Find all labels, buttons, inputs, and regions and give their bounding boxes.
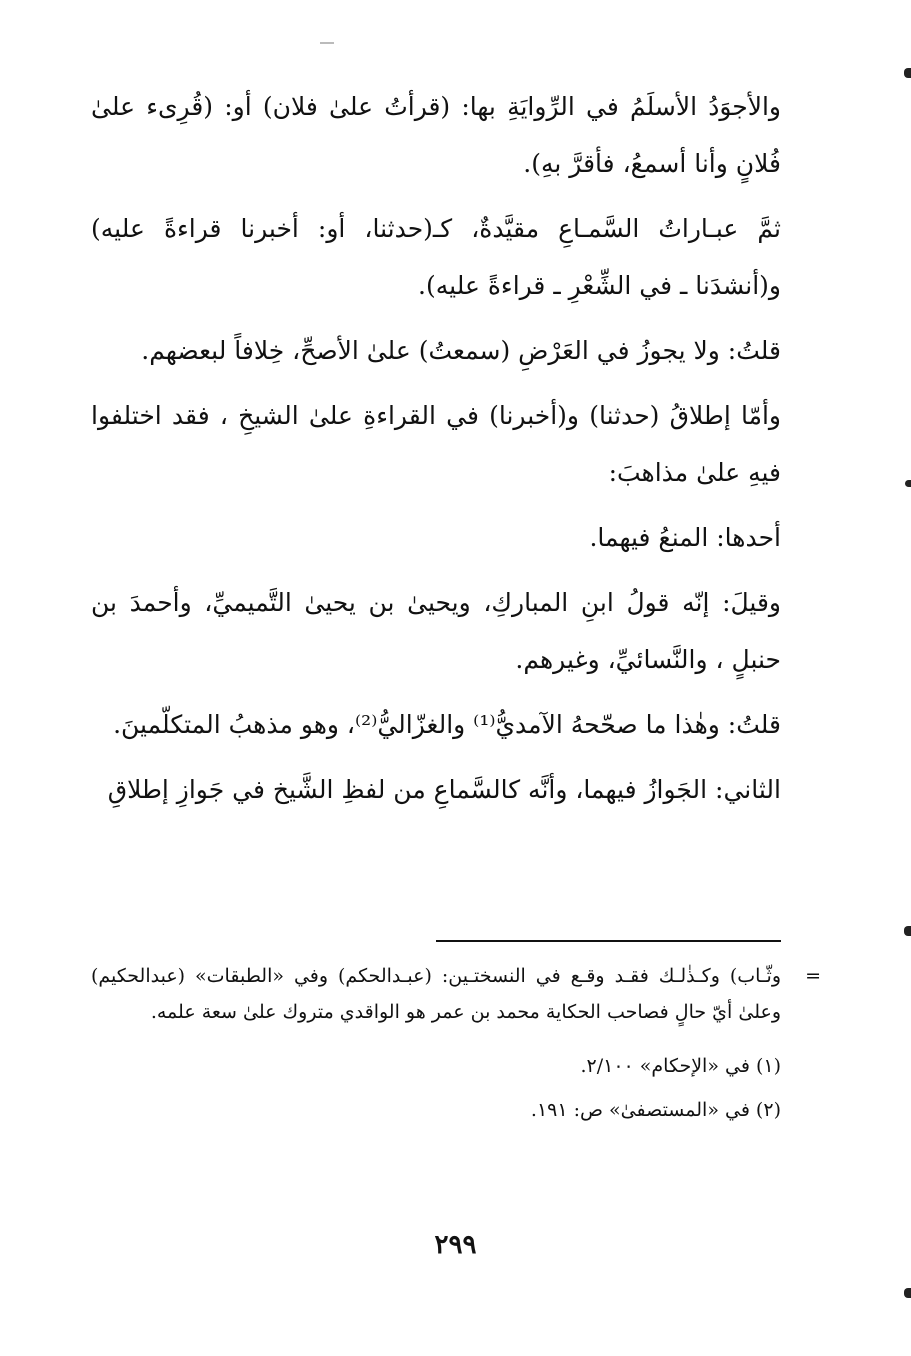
paragraph: قلتُ: وهٰذا ما صحّحهُ الآمديُّ⁽¹⁾ والغزّاليُّ⁽²⁾، وهو مذهبُ المتكلّمينَ.: [113, 710, 781, 739]
scan-mark: [320, 42, 334, 44]
paragraph: وأمّا إطلاقُ (حدثنا) و(أخبرنا) في القراءةِ علىٰ الشيخِ ، فقد اختلفوا فيهِ علىٰ مذاهبَ:: [91, 401, 781, 487]
footnotes: [91, 958, 821, 1132]
page-number: ٢٩٩: [434, 1230, 477, 1260]
main-text: [91, 78, 781, 826]
paragraph: والأجوَدُ الأسلَمُ في الرِّوايَةِ بها: (قرأتُ علىٰ فلان) أو: (قُرِىء علىٰ فُلانٍ وأنا أسمعُ، فأقرَّ بهِ).: [91, 92, 781, 178]
scan-edge-mark: [904, 68, 911, 78]
footnote-continuation-text: وثّـاب) وكـذٰلـك فقـد وقـع في النسختـين: (عبـدالحكم) وفي «الطبقات» (عبدالحكيم) وعلىٰ أيّ حالٍ فصاحب الحكاية محمد بن عمر هو الواقدي متروك علىٰ سعة علمه.: [91, 965, 781, 1023]
scan-edge-mark: [905, 480, 911, 487]
continuation-marker: =: [805, 965, 821, 987]
scan-edge-mark: [904, 926, 911, 936]
paragraph: ثمَّ عبـاراتُ السَّمـاعِ مقيَّدةٌ، كـ(حدثنا، أو: أخبرنا قراءةً عليه) و(أنشدَنا ـ في الشِّعْرِ ـ قراءةً عليه).: [91, 214, 781, 300]
footnote-2: (٢) في «المستصفىٰ» ص: ١٩١.: [530, 1099, 781, 1121]
paragraph: وقيلَ: إنّه قولُ ابنِ المباركِ، ويحيىٰ بن يحيىٰ التَّميميِّ، وأحمدَ بن حنبلٍ ، والنَّسائيِّ، وغيرهم.: [91, 588, 781, 674]
footnote-separator: [436, 940, 781, 942]
scan-edge-mark: [904, 1288, 911, 1298]
paragraph: الثاني: الجَوازُ فيهما، وأنَّه كالسَّماعِ من لفظِ الشَّيخ في جَوازِ إطلاقِ: [107, 775, 781, 804]
footnote-1: (١) في «الإحكام» ٢/١٠٠.: [580, 1055, 781, 1077]
paragraph: أحدها: المنعُ فيهما.: [589, 523, 781, 552]
footnote-continuation: [91, 958, 821, 1030]
paragraph: قلتُ: ولا يجوزُ في العَرْضِ (سمعتُ) علىٰ الأصحِّ، خِلافاً لبعضهم.: [141, 336, 781, 365]
